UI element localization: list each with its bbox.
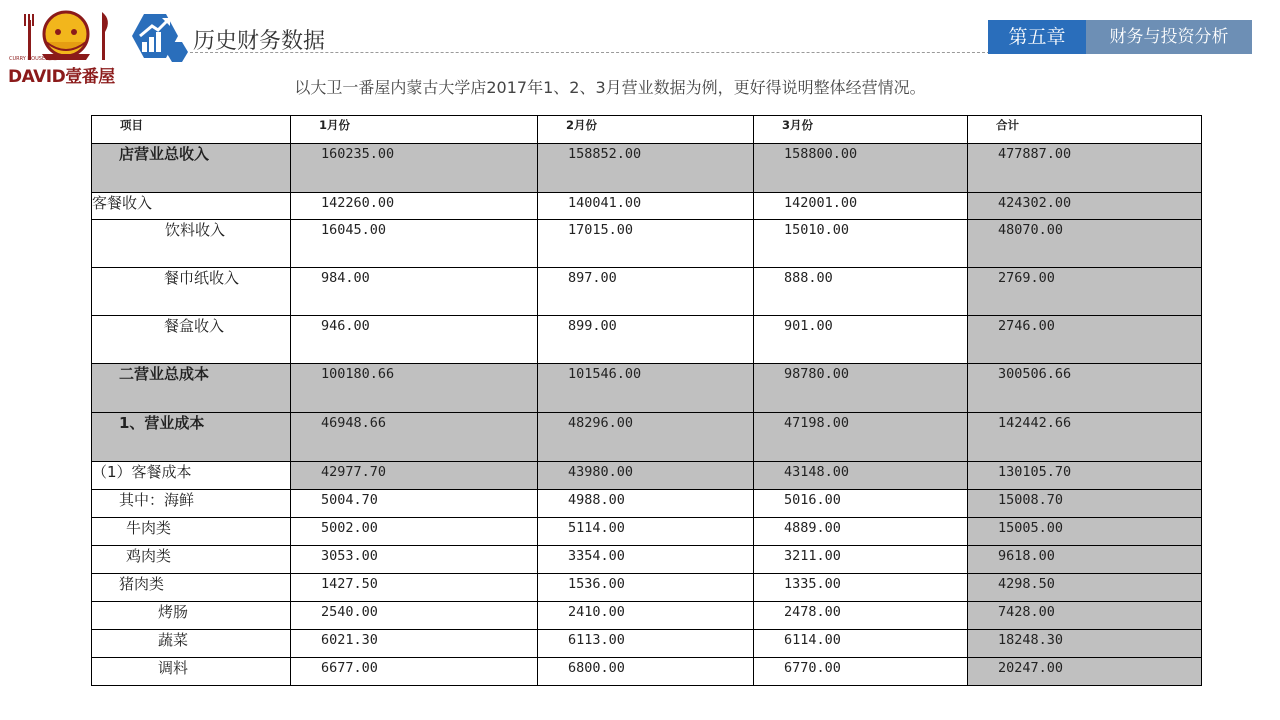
- cell-feb: 4988.00: [538, 490, 754, 518]
- row-label: 猪肉类: [92, 574, 291, 602]
- cell-feb: 6800.00: [538, 658, 754, 686]
- cell-total: 20247.00: [968, 658, 1202, 686]
- cell-total: 142442.66: [968, 413, 1202, 462]
- cell-feb: 48296.00: [538, 413, 754, 462]
- table-row: [92, 518, 1202, 546]
- cell-jan: 46948.66: [291, 413, 538, 462]
- column-header-feb: 2月份: [538, 116, 754, 144]
- chapter-title-badge: 财务与投资分析: [1086, 20, 1252, 54]
- cell-mar: 901.00: [754, 316, 968, 364]
- table-row: [92, 413, 1202, 462]
- cell-feb: 1536.00: [538, 574, 754, 602]
- cell-mar: 6114.00: [754, 630, 968, 658]
- cell-mar: 15010.00: [754, 220, 968, 268]
- cell-mar: 5016.00: [754, 490, 968, 518]
- logo-subtitle: CURRY HOUSE 咖喱: [9, 56, 57, 62]
- cell-total: 4298.50: [968, 574, 1202, 602]
- cell-mar: 888.00: [754, 268, 968, 316]
- cell-jan: 142260.00: [291, 193, 538, 220]
- column-header-item: 项目: [92, 116, 291, 144]
- cell-feb: 5114.00: [538, 518, 754, 546]
- row-label: 餐盒收入: [92, 316, 291, 364]
- row-label: 1、营业成本: [92, 413, 291, 462]
- table-row: [92, 658, 1202, 686]
- cell-mar: 47198.00: [754, 413, 968, 462]
- table-row: [92, 630, 1202, 658]
- cell-total: 130105.70: [968, 462, 1202, 490]
- title-divider: [190, 52, 990, 53]
- intro-text: 以大卫一番屋内蒙古大学店2017年1、2、3月营业数据为例，更好得说明整体经营情况。: [294, 78, 926, 97]
- cell-jan: 42977.70: [291, 462, 538, 490]
- cell-feb: 140041.00: [538, 193, 754, 220]
- row-label: 餐巾纸收入: [92, 268, 291, 316]
- financial-table: [91, 115, 1202, 686]
- cell-feb: 899.00: [538, 316, 754, 364]
- table-row: [92, 462, 1202, 490]
- cell-jan: 16045.00: [291, 220, 538, 268]
- cell-feb: 3354.00: [538, 546, 754, 574]
- cell-jan: 1427.50: [291, 574, 538, 602]
- cell-mar: 142001.00: [754, 193, 968, 220]
- row-label: 二营业总成本: [92, 364, 291, 413]
- cell-total: 18248.30: [968, 630, 1202, 658]
- row-label: 客餐收入: [92, 193, 291, 220]
- cell-total: 15008.70: [968, 490, 1202, 518]
- column-header-total: 合计: [968, 116, 1202, 144]
- cell-feb: 101546.00: [538, 364, 754, 413]
- cell-mar: 1335.00: [754, 574, 968, 602]
- cell-jan: 946.00: [291, 316, 538, 364]
- row-label: 调料: [92, 658, 291, 686]
- cell-feb: 43980.00: [538, 462, 754, 490]
- cell-total: 2746.00: [968, 316, 1202, 364]
- page-title: 历史财务数据: [193, 29, 326, 54]
- cell-total: 9618.00: [968, 546, 1202, 574]
- cell-mar: 2478.00: [754, 602, 968, 630]
- table-row: [92, 144, 1202, 193]
- table-header-row: [92, 116, 1202, 144]
- table-row: [92, 220, 1202, 268]
- cell-jan: 3053.00: [291, 546, 538, 574]
- column-header-mar: 3月份: [754, 116, 968, 144]
- column-header-jan: 1月份: [291, 116, 538, 144]
- row-label: 店营业总收入: [92, 144, 291, 193]
- cell-total: 477887.00: [968, 144, 1202, 193]
- cell-jan: 6021.30: [291, 630, 538, 658]
- cell-feb: 17015.00: [538, 220, 754, 268]
- cell-jan: 6677.00: [291, 658, 538, 686]
- cell-mar: 6770.00: [754, 658, 968, 686]
- row-label: 鸡肉类: [92, 546, 291, 574]
- cell-feb: 2410.00: [538, 602, 754, 630]
- cell-feb: 158852.00: [538, 144, 754, 193]
- cell-jan: 5002.00: [291, 518, 538, 546]
- cell-feb: 6113.00: [538, 630, 754, 658]
- table-row: [92, 364, 1202, 413]
- table-row: [92, 193, 1202, 220]
- chapter-badge: 第五章: [988, 20, 1086, 54]
- row-label: 其中：海鲜: [92, 490, 291, 518]
- table-row: [92, 316, 1202, 364]
- cell-mar: 98780.00: [754, 364, 968, 413]
- chart-growth-icon: [118, 12, 190, 68]
- cell-jan: 984.00: [291, 268, 538, 316]
- cell-total: 424302.00: [968, 193, 1202, 220]
- cell-mar: 158800.00: [754, 144, 968, 193]
- cell-total: 300506.66: [968, 364, 1202, 413]
- table-row: [92, 574, 1202, 602]
- row-label: 烤肠: [92, 602, 291, 630]
- row-label: 饮料收入: [92, 220, 291, 268]
- row-label: 牛肉类: [92, 518, 291, 546]
- table-row: [92, 602, 1202, 630]
- cell-feb: 897.00: [538, 268, 754, 316]
- cell-jan: 2540.00: [291, 602, 538, 630]
- table-row: [92, 490, 1202, 518]
- table-row: [92, 546, 1202, 574]
- cell-total: 15005.00: [968, 518, 1202, 546]
- brand-name: DAVID壹番屋: [8, 67, 115, 87]
- cell-total: 7428.00: [968, 602, 1202, 630]
- cell-jan: 100180.66: [291, 364, 538, 413]
- row-label: 蔬菜: [92, 630, 291, 658]
- cell-mar: 4889.00: [754, 518, 968, 546]
- cell-total: 48070.00: [968, 220, 1202, 268]
- cell-jan: 5004.70: [291, 490, 538, 518]
- cell-mar: 43148.00: [754, 462, 968, 490]
- table-row: [92, 268, 1202, 316]
- cell-jan: 160235.00: [291, 144, 538, 193]
- cell-total: 2769.00: [968, 268, 1202, 316]
- row-label: （1）客餐成本: [92, 462, 291, 490]
- cell-mar: 3211.00: [754, 546, 968, 574]
